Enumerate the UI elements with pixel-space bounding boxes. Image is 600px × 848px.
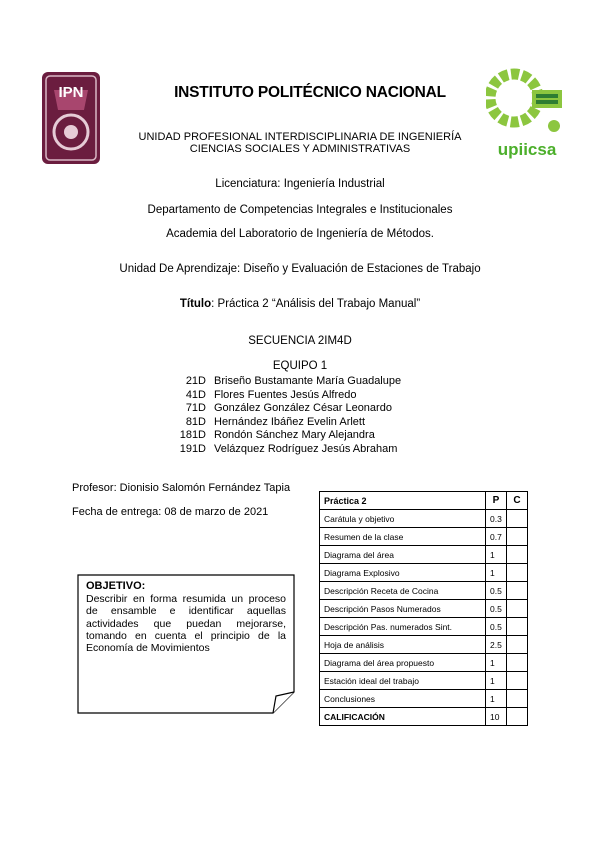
team-name: EQUIPO 1: [272, 360, 328, 372]
table-row: Diagrama Explosivo 1: [320, 564, 528, 582]
objective-title: OBJETIVO:: [86, 580, 146, 592]
objective-text: Describir en forma resumida un proceso de ensamble e identificar aquellas actividades que puedan mejorarse, tomando en cuenta el principio de la Economía de Movimientos: [86, 593, 286, 655]
due-date: Fecha de entrega: 08 de marzo de 2021: [72, 506, 269, 518]
department: Departamento de Competencias Integrales e Institucionales: [147, 204, 453, 216]
header-p: P: [486, 492, 507, 510]
sequence: SECUENCIA 2IM4D: [248, 335, 352, 347]
table-row: Descripción Pasos Numerados 0.5: [320, 600, 528, 618]
table-header-row: [320, 492, 528, 510]
table-row: Diagrama del área propuesto 1: [320, 654, 528, 672]
degree: Licenciatura: Ingeniería Industrial: [215, 178, 385, 190]
table-row: Carátula y objetivo 0.3: [320, 510, 528, 528]
table-row: Conclusiones 1: [320, 690, 528, 708]
table-row: Descripción Pas. numerados Sint. 0.5: [320, 618, 528, 636]
table-row: Estación ideal del trabajo 1: [320, 672, 528, 690]
team-members: [150, 375, 450, 456]
title-value: : Práctica 2 “Análisis del Trabajo Manual”: [211, 298, 421, 310]
unit-line-1: UNIDAD PROFESIONAL INTERDISCIPLINARIA DE INGENIERÍA: [138, 131, 462, 143]
upiicsa-logo: upiicsa: [486, 64, 568, 162]
institution-title: INSTITUTO POLITÉCNICO NACIONAL: [174, 84, 446, 101]
table-row: Resumen de la clase 0.7: [320, 528, 528, 546]
objective-box: [77, 574, 295, 714]
header-c: C: [507, 492, 528, 510]
grades-table: [319, 491, 528, 726]
ipn-logo: IPN: [40, 70, 102, 166]
member-row: 81D Hernández Ibáñez Evelin Arlett: [185, 415, 366, 428]
member-row: 71D González González César Leonardo: [185, 402, 392, 414]
unit-line-2: CIENCIAS SOCIALES Y ADMINISTRATIVAS: [189, 143, 411, 155]
academic-unit: [110, 131, 490, 155]
member-row: 41D Flores Fuentes Jesús Alfredo: [185, 388, 357, 401]
table-row: Hoja de análisis 2.5: [320, 636, 528, 654]
professor: Profesor: Dionisio Salomón Fernández Tapia: [72, 482, 291, 494]
member-row: 191D Velázquez Rodríguez Jesús Abraham: [179, 442, 398, 455]
table-row: Diagrama del área 1: [320, 546, 528, 564]
header-practice: Práctica 2: [320, 492, 486, 510]
practice-title: [0, 298, 600, 310]
objective-content: [86, 580, 286, 654]
course: Unidad De Aprendizaje: Diseño y Evaluación de Estaciones de Trabajo: [119, 263, 481, 275]
total-row: CALIFICACIÓN 10: [320, 708, 528, 726]
member-row: 21D Briseño Bustamante María Guadalupe: [185, 375, 402, 387]
member-row: 181D Rondón Sánchez Mary Alejandra: [179, 429, 375, 441]
academy: Academia del Laboratorio de Ingeniería de Métodos.: [166, 228, 434, 240]
table-row: Descripción Receta de Cocina 0.5: [320, 582, 528, 600]
title-label: Título: [179, 298, 212, 310]
